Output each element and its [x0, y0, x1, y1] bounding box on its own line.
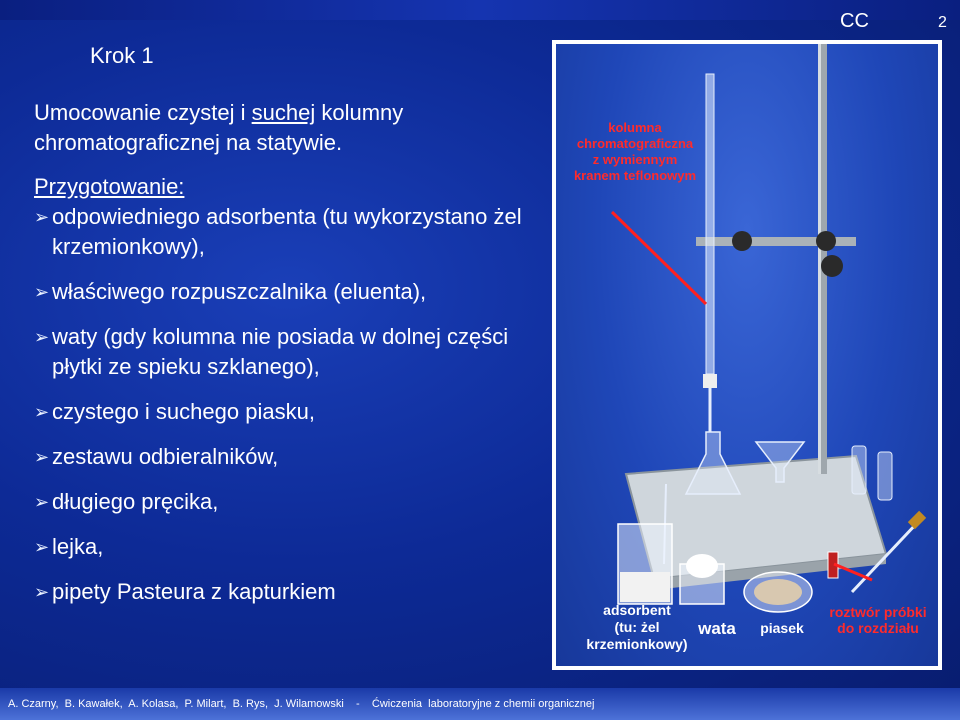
arrow-bullet-icon: ➢	[34, 207, 50, 227]
list-item	[34, 487, 544, 517]
label-line: adsorbent	[603, 602, 671, 618]
intro-text-part: Umocowanie czystej i	[34, 100, 252, 125]
label-line: chromatograficzna	[576, 136, 694, 151]
stopcock	[703, 374, 717, 388]
list-item	[34, 277, 544, 307]
label-wata: wata	[698, 619, 736, 638]
arrow-bullet-icon: ➢	[34, 447, 50, 467]
list-item-text: właściwego rozpuszczalnika (eluenta),	[52, 279, 427, 304]
list-item	[34, 202, 544, 262]
list-item-text: waty (gdy kolumna nie posiada w dolnej części płytki ze spieku szklanego),	[52, 324, 509, 379]
arrow-bullet-icon: ➢	[34, 582, 50, 602]
intro-underlined-word: suchej	[251, 100, 316, 125]
label-piasek: piasek	[760, 620, 804, 636]
label-line: krzemionkowy)	[586, 636, 688, 652]
label-line: kranem teflonowym	[573, 168, 697, 183]
top-bar	[0, 0, 960, 20]
intro-text	[34, 98, 544, 158]
list-item-text: odpowiedniego adsorbenta (tu wykorzystano żel krzemionkowy),	[52, 204, 522, 259]
list-item	[34, 322, 544, 382]
list-item	[34, 532, 544, 562]
arrow-bullet-icon: ➢	[34, 402, 50, 422]
page-number: 2	[938, 14, 947, 31]
slide-content	[34, 98, 544, 622]
lab-photo	[552, 40, 942, 670]
label-line: (tu: żel	[614, 619, 660, 635]
label-line: roztwór próbki	[829, 604, 927, 620]
step-title: Krok 1	[90, 43, 154, 68]
pipette-bulb	[908, 511, 926, 529]
clamp-knob	[821, 255, 843, 277]
label-line: z wymiennym	[592, 152, 678, 167]
list-item	[34, 442, 544, 472]
receiver-flask	[686, 432, 740, 494]
arrow-bullet-icon: ➢	[34, 492, 50, 512]
silica-gel	[620, 572, 670, 602]
list-item	[34, 577, 544, 607]
label-line: do rozdziału	[837, 620, 919, 636]
list-item	[34, 397, 544, 427]
label-sample	[818, 604, 938, 636]
list-item-text: pipety Pasteura z kapturkiem	[52, 579, 336, 604]
vial	[878, 452, 892, 500]
sand	[754, 579, 802, 605]
chromatography-column	[706, 74, 714, 374]
arrow-bullet-icon: ➢	[34, 327, 50, 347]
cotton-wool	[686, 554, 718, 578]
list-item-text: czystego i suchego piasku,	[52, 399, 315, 424]
preparation-list	[34, 202, 544, 607]
arrow-bullet-icon: ➢	[34, 537, 50, 557]
label-column	[560, 120, 710, 184]
preparation-label: Przygotowanie:	[34, 174, 185, 199]
footer-credits: A. Czarny, B. Kawałek, A. Kolasa, P. Milart, B. Rys, J. Wilamowski - Ćwiczenia laboratoryjne z chemii organicznej	[8, 698, 595, 710]
clamp-knob	[732, 231, 752, 251]
footer-bar	[0, 688, 960, 720]
section-tag: CC	[840, 10, 869, 32]
clamp-knob	[816, 231, 836, 251]
stand-rod-highlight	[818, 44, 821, 474]
label-adsorbent	[582, 602, 692, 653]
intro-text-part: kolumny chromatograficznej na statywie.	[34, 100, 404, 155]
arrow-bullet-icon: ➢	[34, 282, 50, 302]
vial	[852, 446, 866, 494]
list-item-text: zestawu odbieralników,	[52, 444, 279, 469]
pointer-line-column	[612, 212, 706, 304]
label-line: kolumna	[608, 120, 662, 135]
list-item-text: lejka,	[52, 534, 104, 559]
list-item-text: długiego pręcika,	[52, 489, 219, 514]
lab-photo-scene	[556, 44, 938, 666]
